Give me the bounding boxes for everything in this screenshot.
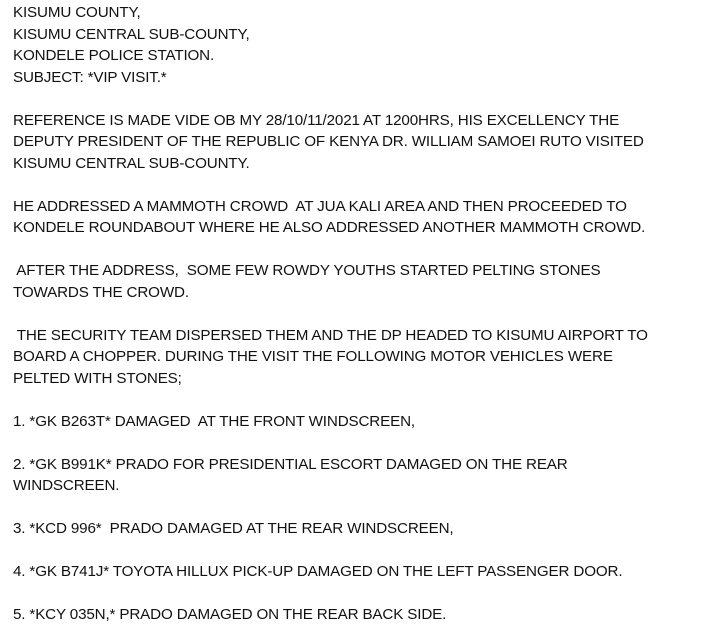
paragraph-crowd-line: KONDELE ROUNDABOUT WHERE HE ALSO ADDRESSED ANOTHER MAMMOTH CROWD. <box>13 219 646 236</box>
spacer <box>13 174 720 196</box>
spacer <box>13 432 720 454</box>
vehicle-item-1: 1. *GK B263T* DAMAGED AT THE FRONT WINDSCREEN, <box>13 412 415 430</box>
vehicle-item-4: 4. *GK B741J* TOYOTA HILLUX PICK-UP DAMAGED ON THE LEFT PASSENGER DOOR. <box>13 563 623 580</box>
vehicle-item-2-cont: WINDSCREEN. <box>13 477 120 494</box>
paragraph-reference-line: DEPUTY PRESIDENT OF THE REPUBLIC OF KENYA DR. WILLIAM SAMOEI RUTO VISITED <box>13 133 644 150</box>
paragraph-youths-line: AFTER THE ADDRESS, SOME FEW ROWDY YOUTHS STARTED PELTING STONES <box>13 262 601 279</box>
paragraph-security-line: THE SECURITY TEAM DISPERSED THEM AND THE DP HEADED TO KISUMU AIRPORT TO <box>13 326 648 344</box>
spacer <box>13 88 720 110</box>
subject-line: SUBJECT: *VIP VISIT.* <box>13 68 167 86</box>
vehicle-item-3: 3. *KCD 996* PRADO DAMAGED AT THE REAR WINDSCREEN, <box>13 520 454 537</box>
vehicle-item-2: 2. *GK B991K* PRADO FOR PRESIDENTIAL ESCORT DAMAGED ON THE REAR <box>13 455 568 473</box>
header-subcounty: KISUMU CENTRAL SUB-COUNTY, <box>13 25 250 43</box>
paragraph-reference-line: REFERENCE IS MADE VIDE OB MY 28/10/11/2021 AT 1200HRS, HIS EXCELLENCY THE <box>13 111 620 129</box>
spacer <box>13 239 720 261</box>
paragraph-reference-line: KISUMU CENTRAL SUB-COUNTY. <box>13 154 250 172</box>
paragraph-security-line: BOARD A CHOPPER. DURING THE VISIT THE FOLLOWING MOTOR VEHICLES WERE <box>13 348 613 365</box>
spacer <box>13 540 720 562</box>
spacer <box>13 303 720 325</box>
header-county: KISUMU COUNTY, <box>13 4 141 21</box>
spacer <box>13 583 720 605</box>
paragraph-crowd-line: HE ADDRESSED A MAMMOTH CROWD AT JUA KALI AREA AND THEN PROCEEDED TO <box>13 197 627 215</box>
paragraph-security-line: PELTED WITH STONES; <box>13 369 182 387</box>
spacer <box>13 497 720 519</box>
spacer <box>13 389 720 411</box>
vehicle-item-5: 5. *KCY 035N,* PRADO DAMAGED ON THE REAR BACK SIDE. <box>13 606 447 623</box>
paragraph-youths-line: TOWARDS THE CROWD. <box>13 283 189 301</box>
header-station: KONDELE POLICE STATION. <box>13 47 215 64</box>
